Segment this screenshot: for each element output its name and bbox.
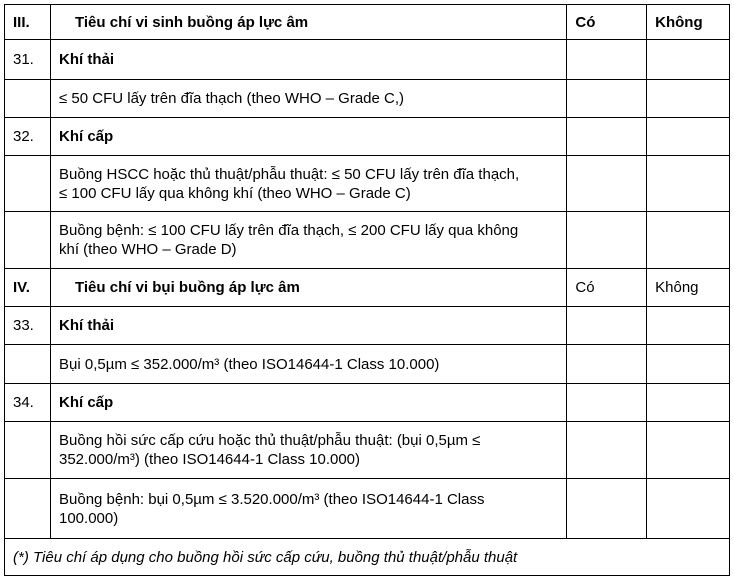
criterion-text: Bụi 0,5µm ≤ 352.000/m³ (theo ISO14644-1 Class 10.000) <box>51 345 567 384</box>
no-cell[interactable] <box>647 212 730 269</box>
table-row <box>5 307 730 345</box>
criterion-text <box>51 422 567 479</box>
item-number: 31. <box>5 40 51 80</box>
no-cell[interactable] <box>647 345 730 384</box>
criterion-line: ≤ 100 CFU lấy qua không khí (theo WHO – Grade C) <box>59 184 411 202</box>
section-title: Tiêu chí vi bụi buồng áp lực âm <box>51 269 567 307</box>
item-number <box>5 479 51 539</box>
criteria-table <box>4 4 730 576</box>
yes-cell[interactable] <box>567 40 647 80</box>
table-row <box>5 40 730 80</box>
item-number <box>5 156 51 212</box>
table-row <box>5 212 730 269</box>
no-cell[interactable] <box>647 156 730 212</box>
item-number: 34. <box>5 384 51 422</box>
table-row <box>5 156 730 212</box>
column-header-yes: Có <box>567 5 647 40</box>
table-row <box>5 384 730 422</box>
yes-cell[interactable] <box>567 212 647 269</box>
yes-cell[interactable] <box>567 384 647 422</box>
yes-cell[interactable] <box>567 118 647 156</box>
section-header-row <box>5 5 730 40</box>
criterion-line: 352.000/m³) (theo ISO14644-1 Class 10.000) <box>59 451 361 468</box>
item-title: Khí thải <box>51 40 567 80</box>
yes-cell[interactable] <box>567 422 647 479</box>
criterion-line: 100.000) <box>59 509 119 527</box>
item-number <box>5 345 51 384</box>
criterion-line: Buồng bệnh: ≤ 100 CFU lấy trên đĩa thạch, ≤ 200 CFU lấy qua không <box>59 222 519 239</box>
section-number: III. <box>5 5 51 40</box>
column-header-no: Không <box>647 269 730 307</box>
footnote-row <box>5 539 730 576</box>
table-row <box>5 479 730 539</box>
no-cell[interactable] <box>647 40 730 80</box>
item-number <box>5 80 51 118</box>
no-cell[interactable] <box>647 384 730 422</box>
yes-cell[interactable] <box>567 479 647 539</box>
table-row <box>5 422 730 479</box>
table-row <box>5 118 730 156</box>
criterion-text <box>51 156 567 212</box>
criterion-line: khí (theo WHO – Grade D) <box>59 241 237 258</box>
yes-cell[interactable] <box>567 80 647 118</box>
column-header-no: Không <box>647 5 730 40</box>
item-title: Khí cấp <box>51 118 567 156</box>
column-header-yes: Có <box>567 269 647 307</box>
criterion-line: Buồng bệnh: bụi 0,5µm ≤ 3.520.000/m³ (theo ISO14644-1 Class <box>59 490 485 508</box>
criterion-text: ≤ 50 CFU lấy trên đĩa thạch (theo WHO – Grade C,) <box>51 80 567 118</box>
section-header-row <box>5 269 730 307</box>
no-cell[interactable] <box>647 118 730 156</box>
criterion-text <box>51 212 567 269</box>
item-number: 32. <box>5 118 51 156</box>
section-number: IV. <box>5 269 51 307</box>
yes-cell[interactable] <box>567 307 647 345</box>
no-cell[interactable] <box>647 422 730 479</box>
table-row <box>5 345 730 384</box>
item-title: Khí cấp <box>51 384 567 422</box>
criterion-line: Buồng hồi sức cấp cứu hoặc thủ thuật/phẫu thuật: (bụi 0,5µm ≤ <box>59 432 481 449</box>
criterion-line: Buồng HSCC hoặc thủ thuật/phẫu thuật: ≤ 50 CFU lấy trên đĩa thạch, <box>59 165 520 183</box>
no-cell[interactable] <box>647 307 730 345</box>
no-cell[interactable] <box>647 479 730 539</box>
item-number <box>5 422 51 479</box>
no-cell[interactable] <box>647 80 730 118</box>
item-number: 33. <box>5 307 51 345</box>
section-title: Tiêu chí vi sinh buồng áp lực âm <box>51 5 567 40</box>
item-number <box>5 212 51 269</box>
table-row <box>5 80 730 118</box>
yes-cell[interactable] <box>567 345 647 384</box>
yes-cell[interactable] <box>567 156 647 212</box>
criterion-text <box>51 479 567 539</box>
footnote: (*) Tiêu chí áp dụng cho buồng hồi sức cấp cứu, buồng thủ thuật/phẫu thuật <box>5 539 730 576</box>
item-title: Khí thải <box>51 307 567 345</box>
